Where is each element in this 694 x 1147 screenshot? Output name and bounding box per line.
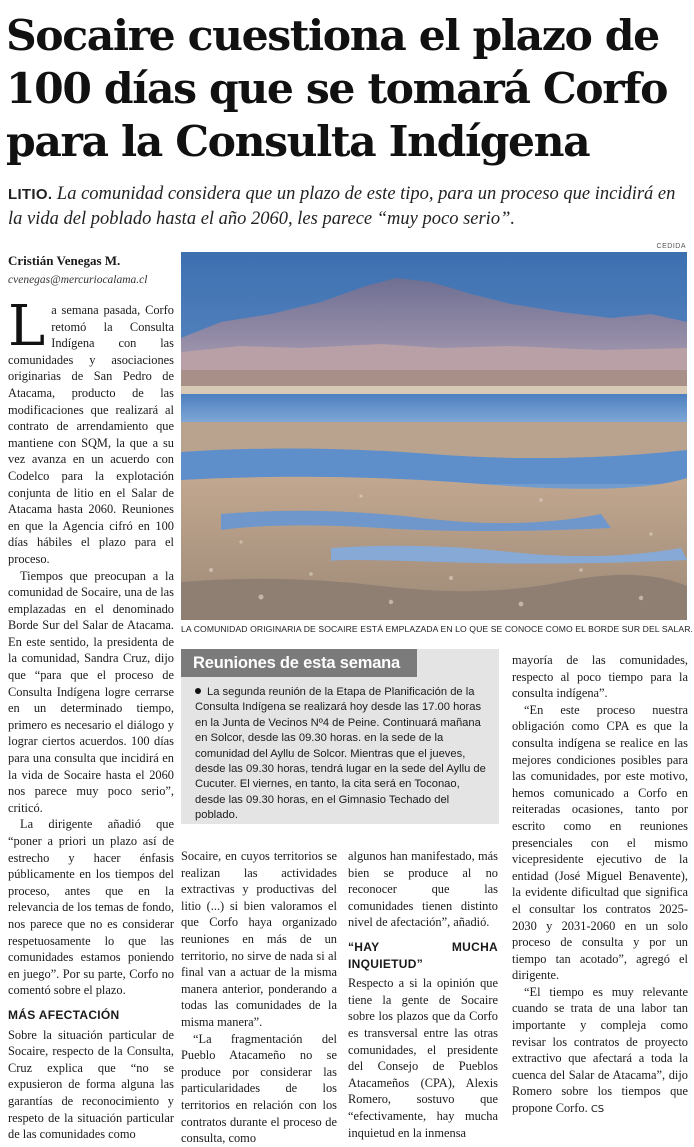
paragraph-7: algunos han manifestado, más bien se produce al no reconocer que las comunidades tienen distinto nivel de afectación”, añadió. <box>348 849 498 930</box>
column-2 <box>181 848 337 1147</box>
info-box-text: La segunda reunión de la Etapa de Planificación de la Consulta Indígena se realizará hoy desde las 17.00 horas en la Junta de Vecinos Nº4 de Peine. Continuará mañana en Solcor, desde las 09.30 horas. en la sede de la comunidad del Ayllu de Solcor. Mientras que el jueves, desde las 09.30 horas, tendrá lugar en la sede del Ayllu de Cucuter. El viernes, en tanto, la cita será en Toconao, desde las 09.30 horas, en el Gimnasio Techado del poblado. <box>195 686 486 822</box>
column-3 <box>348 848 498 1141</box>
headline-line-1: Socaire cuestiona el plazo de <box>6 11 659 61</box>
headline-line-2: 100 días que se tomará Corfo <box>6 64 668 114</box>
column-4 <box>512 652 688 1119</box>
author-email: cvenegas@mercuriocalama.cl <box>8 274 148 286</box>
paragraph-5: Socaire, en cuyos territorios se realizan las actividades extractivas y productivas del litio (...) si bien valoramos el que Corfo haya organizado reuniones en más de un territorio, no sirve de nada si al final van a actuar de la misma manera anterior, ponderando a todas las comunidades de la misma manera”. <box>181 849 337 1029</box>
paragraph-3: La dirigente añadió que “poner a priori un plazo así de estrecho y hacer énfasis públicamente en los tiempos del proceso, antes que en la relevancia de los temas de fondo, nos parece que no es considerar respetuosamente lo que las comunidades estamos poniendo en juego”. Por su parte, Corfo no comentó sobre el plazo. <box>8 817 174 998</box>
info-box <box>181 649 499 824</box>
headline <box>6 10 690 169</box>
paragraph-2: Tiempos que preocupan a la comunidad de Socaire, una de las emplazadas en el denominado Borde Sur del Salar de Atacama. En este sentido, la presidenta de la comunidad, Sandra Cruz, dijo que “para que el proceso de Consulta Indígena logre cerrarse en un determinado tiempo, primero es necesario el diálogo y lograr ciertos acuerdos. 100 días para una consulta que incidirá en la vida de Socaire hasta el 2060 nos parece muy poco serio”, criticó. <box>8 568 174 815</box>
salar-landscape-illustration <box>181 252 687 620</box>
bullet-icon <box>195 688 201 694</box>
column-1 <box>8 294 174 1143</box>
paragraph-4: Sobre la situación particular de Socaire, respecto de la Consulta, Cruz explica que “no se expusieron de forma alguna las garantías de reconocimiento y respeto de la situación particular de las comunidades como <box>8 1027 174 1142</box>
photo-credit: CEDIDA <box>656 243 686 250</box>
paragraph-11 <box>512 984 688 1119</box>
paragraph-1 <box>8 294 174 568</box>
kicker: LITIO. <box>8 186 53 203</box>
subhead-inquietud: “HAY MUCHA INQUIETUD” <box>348 939 498 971</box>
paragraph-10: “En este proceso nuestra obligación como CPA es que la consulta indígena se realice en las mejores condiciones posibles para las comunidades, por este motivo, hemos comunicado a Corfo en reiteradas ocasiones, tanto por escrito como en reuniones presenciales con el mismo vicepresidente ejecutivo de la entidad (José Miguel Benavente), la evidente dificultad que significa el consultar los contratos 2025-2030 y 2031-2060 en un solo proceso de consulta y por un tiempo tan acotado”, agregó el dirigente. <box>512 702 688 983</box>
dropcap: L <box>8 294 46 359</box>
end-mark: CS <box>590 1104 605 1116</box>
headline-line-3: para la Consulta Indígena <box>6 117 590 167</box>
paragraph-6: “La fragmentación del Pueblo Atacameño no se produce por considerar las particularidades de los territorios en relación con los contratos durante el proceso de consulta, como <box>181 1031 337 1146</box>
deck-text: La comunidad considera que un plazo de este tipo, para un proceso que incidirá en la vida del poblado hasta el año 2060, les parece “muy poco serio”. <box>8 184 676 229</box>
photo-caption: LA COMUNIDAD ORIGINARIA DE SOCAIRE ESTÁ EMPLAZADA EN LO QUE SE CONOCE COMO EL BORDE SUR DEL SALAR. <box>181 624 694 634</box>
deck <box>8 182 688 231</box>
subhead-mas-afectacion: MÁS AFECTACIÓN <box>8 1007 120 1022</box>
paragraph-1-text: a semana pasada, Corfo retomó la Consulta Indígena con las comunidades y asociaciones originarias de San Pedro de Atacama, producto de las modificaciones que realizará al contrato de arrendamiento que mantiene con SQM, la que a su vez avanza en un acuerdo con Codelco para la explotación conjunta de litio en el Salar de Atacama hasta 2060. Reuniones en que la Agencia cifró en 100 días hábiles el plazo para el proceso. <box>8 303 174 566</box>
byline: Cristián Venegas M. <box>8 253 121 268</box>
article-photo <box>181 252 687 620</box>
paragraph-8: Respecto a si la opinión que tiene la gente de Socaire sobre los plazos que da Corfo es transversal entre las otras comunidades, el presidente del Consejo de Pueblos Atacameños (CPA), Alexis Romero, sostuvo que “efectivamente, hay mucha inquietud en la inmensa <box>348 976 498 1140</box>
paragraph-9: mayoría de las comunidades, respecto al poco tiempo para la consulta indígena”. <box>512 653 688 701</box>
info-box-body <box>195 685 491 824</box>
paragraph-11-text: “El tiempo es muy relevante cuando se trata de una labor tan importante y compleja como revisar los contratos de proyecto extractivo que afectará a toda la cuenca del Salar de Atacama”, dijo Romero sobre los tiempos que propone Corfo. <box>512 984 688 1116</box>
info-box-title: Reuniones de esta semana <box>181 649 417 677</box>
